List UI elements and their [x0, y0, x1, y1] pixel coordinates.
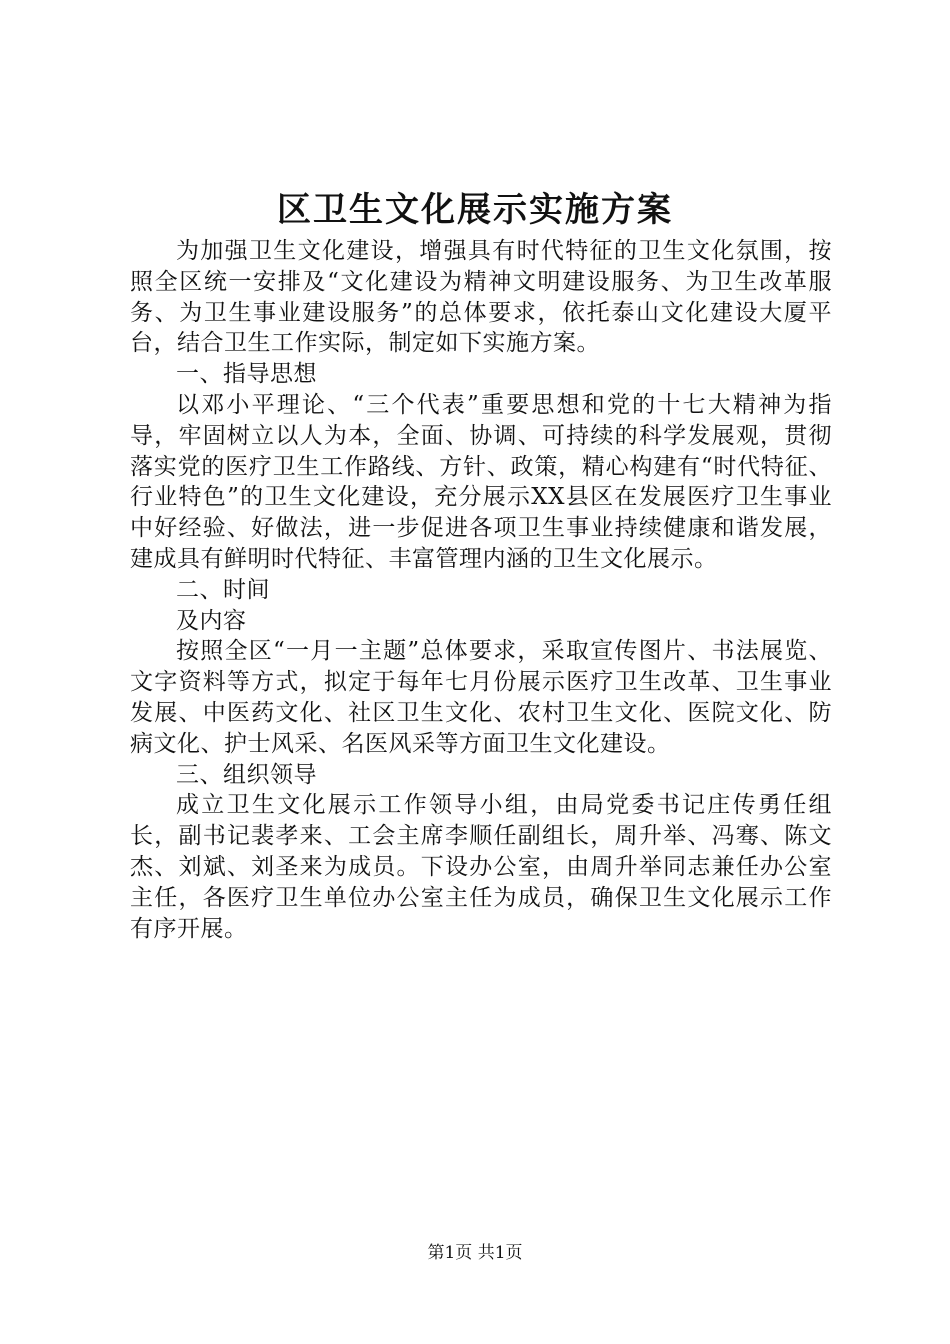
- intro-paragraph: 为加强卫生文化建设，增强具有时代特征的卫生文化氛围，按照全区统一安排及“文化建设为精神文明建设服务、为卫生改革服务、为卫生事业建设服务”的总体要求，依托泰山文化建设大厦平台，结合卫生工作实际，制定如下实施方案。: [130, 238, 832, 357]
- guiding-ideology-paragraph: 以邓小平理论、“三个代表”重要思想和党的十七大精神为指导，牢固树立以人为本，全面、协调、可持续的科学发展观，贯彻落实党的医疗卫生工作路线、方针、政策，精心构建有“时代特征、行业特色”的卫生文化建设，充分展示XX县区在发展医疗卫生事业中好经验、好做法，进一步促进各项卫生事业持续健康和谐发展，建成具有鲜明时代特征、丰富管理内涵的卫生文化展示。: [130, 391, 832, 572]
- organization-paragraph: 成立卫生文化展示工作领导小组，由局党委书记庄传勇任组长，副书记裴孝来、工会主席李顺任副组长，周升举、冯骞、陈文杰、刘斌、刘圣来为成员。下设办公室，由周升举同志兼任办公室主任，各医疗卫生单位办公室主任为成员，确保卫生文化展示工作有序开展。: [130, 792, 832, 942]
- document-body: [130, 236, 832, 944]
- section-heading-organization: 三、组织领导: [176, 761, 317, 788]
- page-footer: 第1页 共1页: [427, 1243, 523, 1263]
- section-heading-time-continued: 及内容: [176, 607, 247, 634]
- section-heading-time: 二、时间: [176, 576, 270, 603]
- time-content-paragraph: 按照全区“一月一主题”总体要求，采取宣传图片、书法展览、文字资料等方式，拟定于每年七月份展示医疗卫生改革、卫生事业发展、中医药文化、社区卫生文化、农村卫生文化、医院文化、防病文化、护士风采、名医风采等方面卫生文化建设。: [130, 638, 832, 757]
- document-title: 区卫生文化展示实施方案: [277, 190, 673, 230]
- section-heading-guiding-ideology: 一、指导思想: [176, 361, 317, 388]
